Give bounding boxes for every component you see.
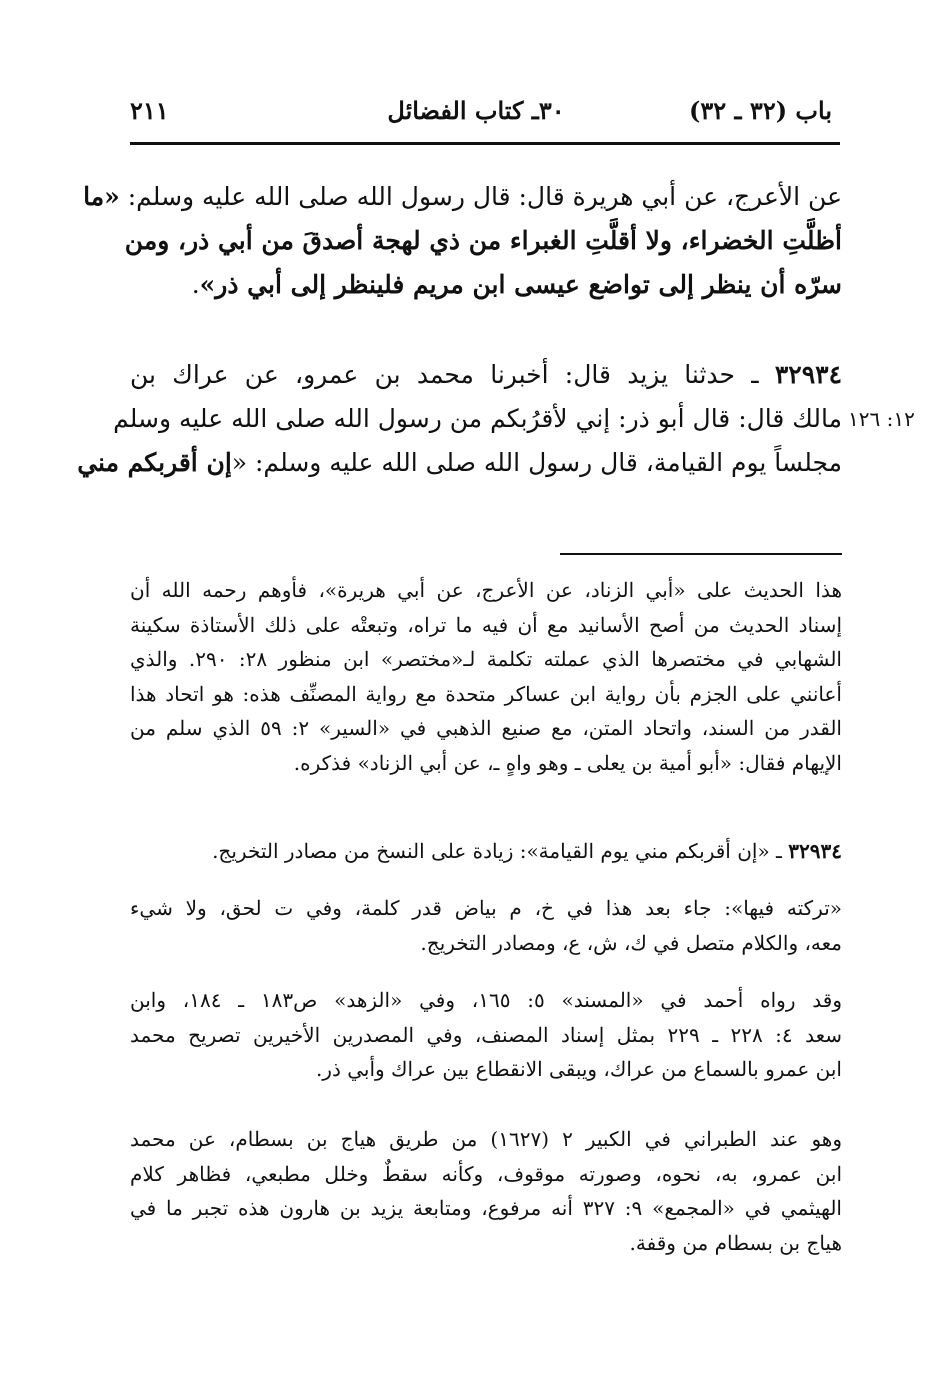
footnote-line: «تركته فيها»: جاء بعد هذا في خ، م بياض قدر كلمة، وفي ت لحق، ولا شيء [130, 896, 842, 920]
bold-text-segment: ٣٢٩٣٤ [788, 839, 842, 863]
footnote-line: الإيهام فقال: «أبو أمية بن يعلى ـ وهو واهٍ ـ، عن أبي الزناد» فذكره. [293, 750, 842, 775]
footnote-line: سعد ٤: ٢٢٨ ـ ٢٢٩ بمثل إسناد المصنف، وفي المصدرين الأخيرين تصريح محمد [130, 1022, 842, 1047]
main-line [77, 441, 842, 485]
page-number: ٢١١ [130, 96, 169, 125]
footnote-line: ابن عمرو، به، نحوه، وصورته موقوف، وكأنه سقطٌ وخلل مطبعي، فظاهر كلام [130, 1161, 842, 1186]
footnote-line: معه، والكلام متصل في ك، ش، ع، ومصادر التخريج. [420, 930, 842, 955]
header-rule [130, 142, 840, 145]
main-line [83, 175, 842, 219]
text-segment: مالك قال: قال أبو ذر: إني لأقرُبكم من رسول الله صلى الله عليه وسلم [113, 404, 842, 433]
text-segment: عن الأعرج، عن أبي هريرة قال: قال رسول الله صلى الله عليه وسلم: [119, 182, 842, 211]
bold-text-segment: إن أقربكم مني [77, 448, 232, 477]
footnote-line: وهو عند الطبراني في الكبير ٢ (١٦٢٧) من طريق هياج بن بسطام، عن محمد [130, 1127, 842, 1151]
book-title: ٣٠ـ كتاب الفضائل [387, 96, 565, 125]
bold-text-segment: «ما [83, 182, 120, 211]
main-line [130, 263, 842, 307]
footnote-line: هياج بن بسطام من وقفة. [629, 1230, 842, 1255]
text-segment: . [191, 270, 200, 299]
footnote-separator [560, 553, 842, 555]
footnote-line: هذا الحديث على «أبي الزناد، عن الأعرج، عن أبي هريرة»، فأوهم رحمه الله أن [130, 578, 842, 602]
footnote-line: إسناد الحديث من أصح الأسانيد مع أن فيه ما تراه، وتبعتْه على ذلك الأستاذة سكينة [130, 612, 842, 637]
text-segment: ـ «إن أقربكم مني يوم القيامة»: زيادة على النسخ من مصادر التخريج. [212, 839, 789, 863]
main-line [113, 397, 842, 441]
footnote-line: القدر من السند، واتحاد المتن، مع صنيع الذهبي في «السير» ٢: ٥٩ الذي سلم من [130, 716, 842, 740]
margin-reference: ١٢: ١٢٦ [848, 407, 915, 431]
text-segment: ـ حدثنا يزيد قال: أخبرنا محمد بن عمرو، عن عراك بن [130, 360, 775, 389]
bold-text-segment: أظلَّتِ الخضراء، ولا أقلَّتِ الغبراء من ذي لهجة أصدقَ من أبي ذر، ومن [124, 226, 842, 255]
bold-text-segment: ٣٢٩٣٤ [774, 360, 842, 389]
main-line [124, 219, 842, 263]
main-line [130, 353, 842, 397]
footnote-line: وقد رواه أحمد في «المسند» ٥: ١٦٥، وفي «الزهد» ص١٨٣ ـ ١٨٤، وابن [130, 988, 842, 1012]
footnote-line: أعانني على الجزم بأن رواية ابن عساكر متحدة مع رواية المصنِّف هذه: هو اتحاد هذا [130, 681, 842, 706]
bold-text-segment: سرّه أن ينظر إلى تواضع عيسى ابن مريم فلينظر إلى أبي ذر» [199, 270, 842, 299]
footnote-line: الهيثمي في «المجمع» ٩: ٣٢٧ أنه مرفوع، ومتابعة يزيد بن هارون هذه تجبر ما في [130, 1196, 842, 1220]
chapter-heading: باب (٣٢ ـ ٣٢) [689, 96, 832, 125]
footnote-line: الشهابي في مختصرها الذي عملته تكلمة لـ«مختصر» ابن منظور ٢٨: ٢٩٠. والذي [130, 647, 842, 671]
text-segment: مجلساً يوم القيامة، قال رسول الله صلى الله عليه وسلم: « [231, 448, 842, 477]
footnote-line: ابن عمرو بالسماع من عراك، ويبقى الانقطاع بين عراك وأبي ذر. [315, 1057, 842, 1081]
footnote-line [130, 834, 842, 868]
